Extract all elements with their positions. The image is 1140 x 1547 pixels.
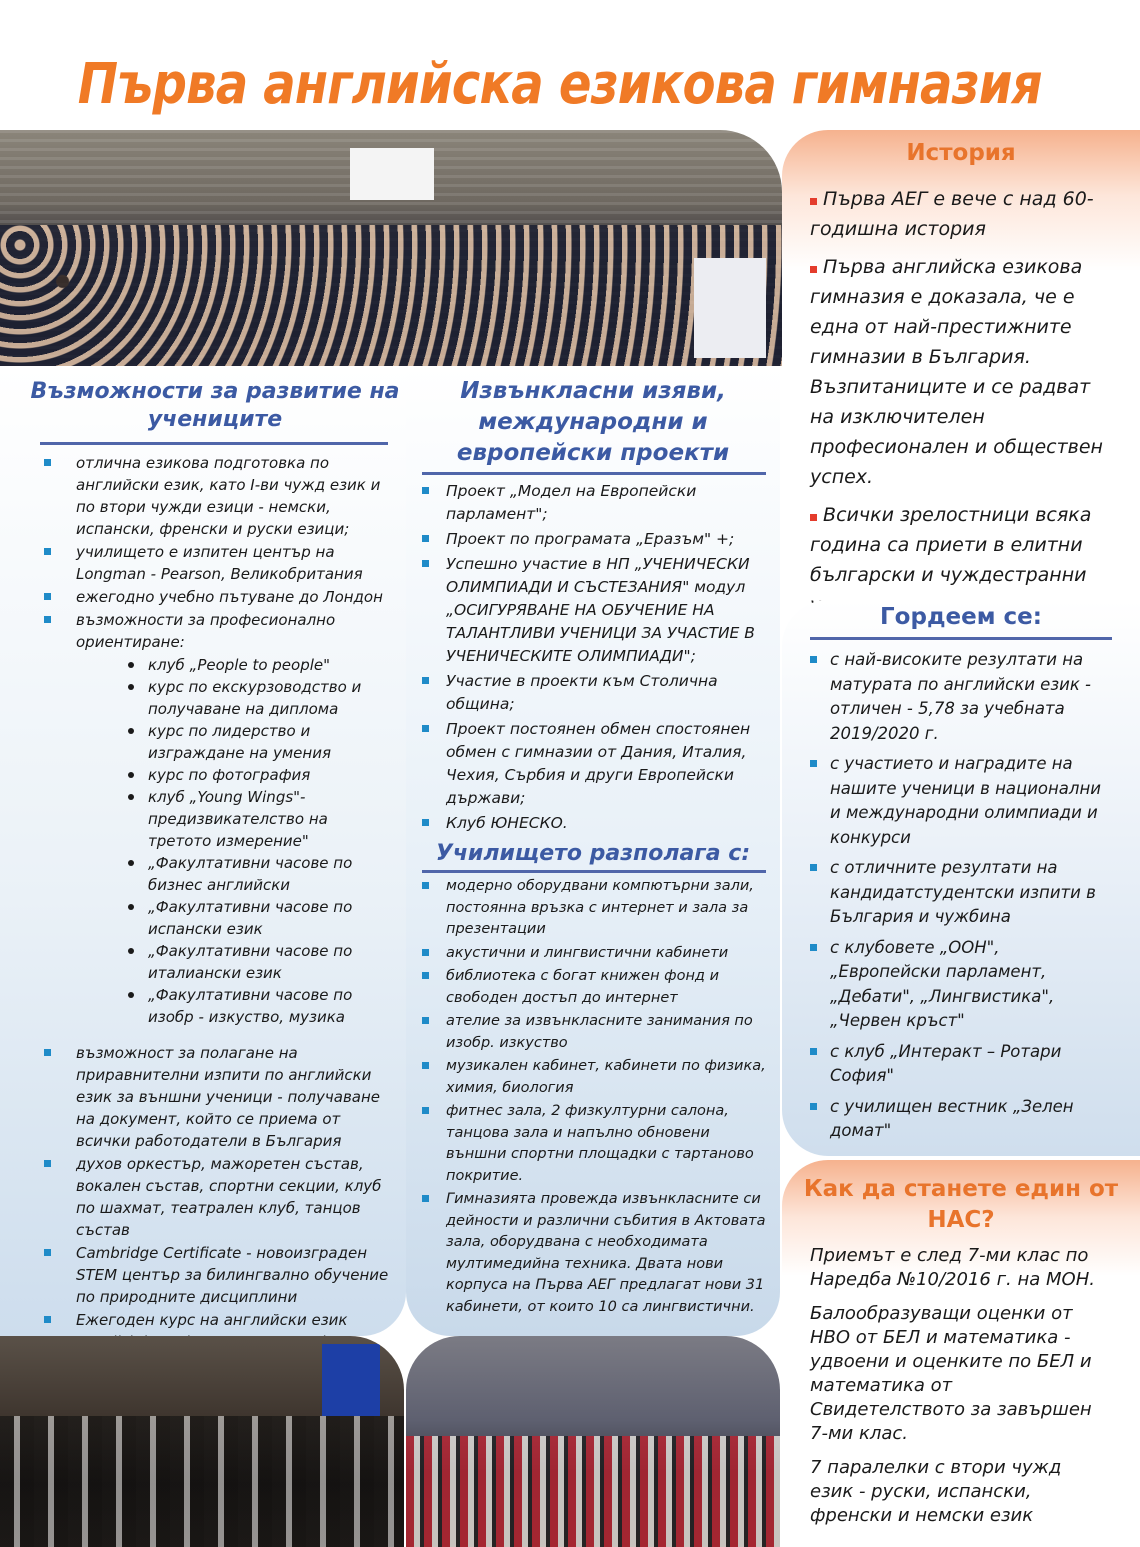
list-item	[422, 1101, 774, 1187]
sub-list-item	[44, 896, 392, 940]
list-item	[810, 252, 1120, 492]
list-item-text: ежегодно учебно пътуване до Лондон	[76, 588, 383, 606]
sub-list-item	[44, 940, 392, 984]
bullet-square-icon	[810, 1103, 817, 1110]
list-item-text: курс по екскурзоводство и получаване на диплома	[148, 678, 362, 718]
list-item	[422, 1011, 774, 1054]
bullet-dot-icon	[128, 684, 134, 690]
bullet-dot-icon	[128, 992, 134, 998]
list-item-text: Проект постоянен обмен спостоянен обмен с гимназии от Дания, Италия, Чехия, Сърбия и други Европейски държави;	[446, 720, 751, 807]
bullet-square-icon	[44, 1049, 51, 1056]
list-item	[422, 943, 774, 965]
orchestra-photo	[0, 1336, 404, 1547]
list-item	[804, 1040, 1114, 1089]
projects-panel	[406, 366, 780, 1336]
list-item	[804, 856, 1114, 930]
list-item	[44, 609, 392, 653]
bullet-square-icon	[422, 535, 429, 542]
bullet-square-icon	[422, 1107, 429, 1114]
list-item-text: курс по фотография	[148, 766, 311, 784]
list-item-text: Първа английска езикова гимназия е доказала, че е една от най-престижните гимназии в България. Възпитаниците и се радват на изключителен професионален и обществен успех.	[810, 256, 1103, 488]
development-list	[44, 452, 392, 1376]
list-item-text: с участието и наградите на нашите ученици в национални и международни олимпиади и конкурси	[830, 754, 1101, 847]
sub-list-item	[44, 654, 392, 676]
list-item	[422, 1189, 774, 1318]
list-item	[810, 184, 1120, 244]
bullet-square-icon	[422, 487, 429, 494]
bullet-square-icon	[810, 198, 817, 205]
list-item	[804, 752, 1114, 850]
sub-list-item	[44, 786, 392, 852]
projects-heading: Извънкласни изяви, международни и европейски проекти	[456, 378, 730, 466]
admission-paragraph: Балообразуващи оценки от НВО от БЕЛ и математика - удвоени и оценките по БЕЛ и математика от Свидетелството за завършен 7-ми клас.	[810, 1303, 1092, 1444]
proud-panel	[782, 600, 1140, 1156]
list-item-text: училището е изпитен център на Longman - Pearson, Великобритания	[76, 543, 363, 583]
bullet-square-icon	[422, 1017, 429, 1024]
bullet-dot-icon	[128, 794, 134, 800]
bullet-square-icon	[422, 949, 429, 956]
list-item-text: Първа АЕГ е вече с над 60-годишна история	[810, 188, 1094, 240]
bullet-dot-icon	[128, 662, 134, 668]
bullet-square-icon	[810, 760, 817, 767]
list-item	[422, 812, 774, 835]
list-item-text: ателие за извънкласните занимания по изобр. изкуство	[446, 1013, 753, 1051]
list-item-text: музикален кабинет, кабинети по физика, химия, биология	[446, 1058, 766, 1096]
list-item-text: Успешно участие в НП „УЧЕНИЧЕСКИ ОЛИМПИАДИ И СЪСТЕЗАНИЯ" модул „ОСИГУРЯВАНЕ НА ОБУЧЕНИЕ НА ТАЛАНТЛИВИ УЧЕНИЦИ ЗА УЧАСТИЕ В УЧЕНИЧЕСКИТЕ ОЛИМПИАДИ";	[446, 555, 755, 665]
list-item-text: „Факултативни часове по италиански език	[148, 942, 353, 982]
bullet-square-icon	[44, 1316, 51, 1323]
list-item-text: клуб „Young Wings"- предизвикателство на третото измерение"	[148, 788, 328, 850]
bullet-square-icon	[810, 514, 817, 521]
list-item-text: модерно оборудвани компютърни зали, постоянна връзка с интернет и зала за презентации	[446, 878, 754, 937]
list-item	[422, 528, 774, 551]
list-item	[422, 876, 774, 941]
list-item-text: отлична езикова подготовка по английски език, като I-ви чужд език и по втори чужди езици - немски, испански, френски и руски езици;	[76, 454, 381, 538]
heading-rule	[40, 442, 388, 445]
heading-rule	[810, 637, 1112, 640]
bullet-square-icon	[422, 972, 429, 979]
list-item-text: с клуб „Интеракт – Ротари София"	[830, 1041, 1062, 1085]
list-item	[422, 966, 774, 1009]
list-item-text: библиотека с богат книжен фонд и свободен достъп до интернет	[446, 968, 719, 1006]
bullet-square-icon	[44, 1160, 51, 1167]
bullet-dot-icon	[128, 948, 134, 954]
list-item-text: „Факултативни часове по испански език	[148, 898, 353, 938]
heading-rule	[422, 472, 766, 475]
list-item	[44, 1242, 392, 1308]
bullet-dot-icon	[128, 860, 134, 866]
list-item-text: клуб „People to people"	[148, 656, 331, 674]
list-item-text: Участие в проекти към Столична община;	[446, 672, 718, 713]
list-item	[44, 1042, 392, 1152]
development-heading: Възможности за развитие на учениците	[30, 379, 400, 432]
list-item-text: с клубовете „ООН", „Европейски парламент, „Дебати", „Лингвистика", „Червен кръст"	[830, 937, 1055, 1030]
list-item	[44, 586, 392, 608]
list-item	[422, 718, 774, 810]
list-item-text: Проект „Модел на Европейски парламент";	[446, 482, 697, 523]
bullet-square-icon	[422, 819, 429, 826]
list-item	[804, 648, 1114, 746]
list-item	[44, 452, 392, 540]
list-item	[44, 1153, 392, 1241]
list-item	[422, 480, 774, 526]
bullet-square-icon	[810, 1048, 817, 1055]
list-item-text: Клуб ЮНЕСКО.	[446, 814, 568, 832]
bullet-square-icon	[422, 677, 429, 684]
bullet-square-icon	[422, 882, 429, 889]
sub-list-item	[44, 676, 392, 720]
list-item	[422, 670, 774, 716]
facilities-list	[422, 876, 774, 1320]
bullet-square-icon	[44, 616, 51, 623]
sub-list-item	[44, 984, 392, 1028]
projects-list	[422, 480, 774, 837]
list-item	[44, 541, 392, 585]
bullet-dot-icon	[128, 728, 134, 734]
list-item-text: „Факултативни часове по изобр - изкуство, музика	[148, 986, 353, 1026]
sub-list-item	[44, 852, 392, 896]
list-item-text: акустични и лингвистични кабинети	[446, 944, 729, 961]
list-item-text: възможности за професионално ориентиране:	[76, 611, 336, 651]
group-photo	[0, 130, 782, 366]
bullet-dot-icon	[128, 904, 134, 910]
history-heading: История	[906, 140, 1016, 166]
bullet-square-icon	[422, 560, 429, 567]
list-item-text: Cambridge Certificate - новоизграден STEM център за билингвално обучение по природните дисциплини	[76, 1244, 389, 1306]
list-item	[804, 1095, 1114, 1144]
list-item	[422, 553, 774, 668]
bullet-square-icon	[810, 266, 817, 273]
development-panel	[0, 366, 406, 1336]
facilities-heading: Училището разполага с:	[435, 841, 751, 866]
list-item	[422, 1056, 774, 1099]
history-list	[810, 184, 1120, 628]
sub-list-item	[44, 720, 392, 764]
bullet-square-icon	[44, 459, 51, 466]
proud-heading: Гордеем се:	[880, 604, 1042, 630]
folk-dance-photo	[406, 1336, 780, 1547]
list-item-text: с отличните резултати на кандидатстудентски изпити в България и чужбина	[830, 858, 1096, 926]
list-item-text: Гимназията провежда извънкласните си дейности и различни събития в Актовата зала, оборудвана с необходимата мултимедийна техника. Двата нови корпуса на Първа АЕГ предлагат нови 31 кабинети, от които 10 са лингвистични.	[446, 1191, 766, 1315]
bullet-square-icon	[44, 548, 51, 555]
list-item-text: Проект по програмата „Еразъм" +;	[446, 530, 735, 548]
list-item-text: възможност за полагане на приравнителни изпити по английски език за външни ученици - получаване на документ, който се приема от всички работодатели в България	[76, 1044, 381, 1150]
list-item-text: с най-високите резултати на матурата по английски език - отличен - 5,78 за учебната 2019/2020 г.	[830, 650, 1091, 743]
bullet-dot-icon	[128, 772, 134, 778]
bullet-square-icon	[44, 1249, 51, 1256]
admission-panel	[782, 1160, 1140, 1547]
proud-list	[804, 648, 1114, 1150]
list-item-text: курс по лидерство и изграждане на умения	[148, 722, 331, 762]
admission-paragraph: 7 паралелки с втори чужд език - руски, испански, френски и немски език	[810, 1457, 1062, 1526]
list-item-text: „Факултативни часове по бизнес английски	[148, 854, 353, 894]
heading-rule	[422, 870, 766, 873]
bullet-square-icon	[422, 725, 429, 732]
admission-paragraph: Приемът е след 7-ми клас по Наредба №10/2016 г. на МОН.	[810, 1245, 1095, 1290]
list-item	[804, 936, 1114, 1034]
bullet-square-icon	[422, 1195, 429, 1202]
admission-heading: Как да станете един от НАС?	[803, 1176, 1119, 1233]
bullet-square-icon	[44, 593, 51, 600]
bullet-square-icon	[810, 944, 817, 951]
bullet-square-icon	[422, 1062, 429, 1069]
list-item-text: Ежегоден курс на английски език	[76, 1311, 348, 1329]
history-panel	[782, 130, 1140, 600]
list-item-text: фитнес зала, 2 физкултурни салона, танцова зала и напълно обновени външни спортни площадки с тартаново покритие.	[446, 1103, 754, 1184]
admission-text	[810, 1244, 1110, 1538]
list-item-text: Всички зрелостници всяка година са приети в елитни български и чуждестранни	[810, 504, 1092, 586]
page-title: Първа английска езикова гимназия	[77, 52, 1042, 117]
bullet-square-icon	[810, 656, 817, 663]
list-item-text: духов оркестър, мажоретен състав, вокален състав, спортни секции, клуб по шахмат, театрален клуб, танцов състав	[76, 1155, 382, 1239]
list-item-text: с училищен вестник „Зелен домат"	[830, 1096, 1074, 1140]
bullet-square-icon	[810, 864, 817, 871]
sub-list-item	[44, 764, 392, 786]
